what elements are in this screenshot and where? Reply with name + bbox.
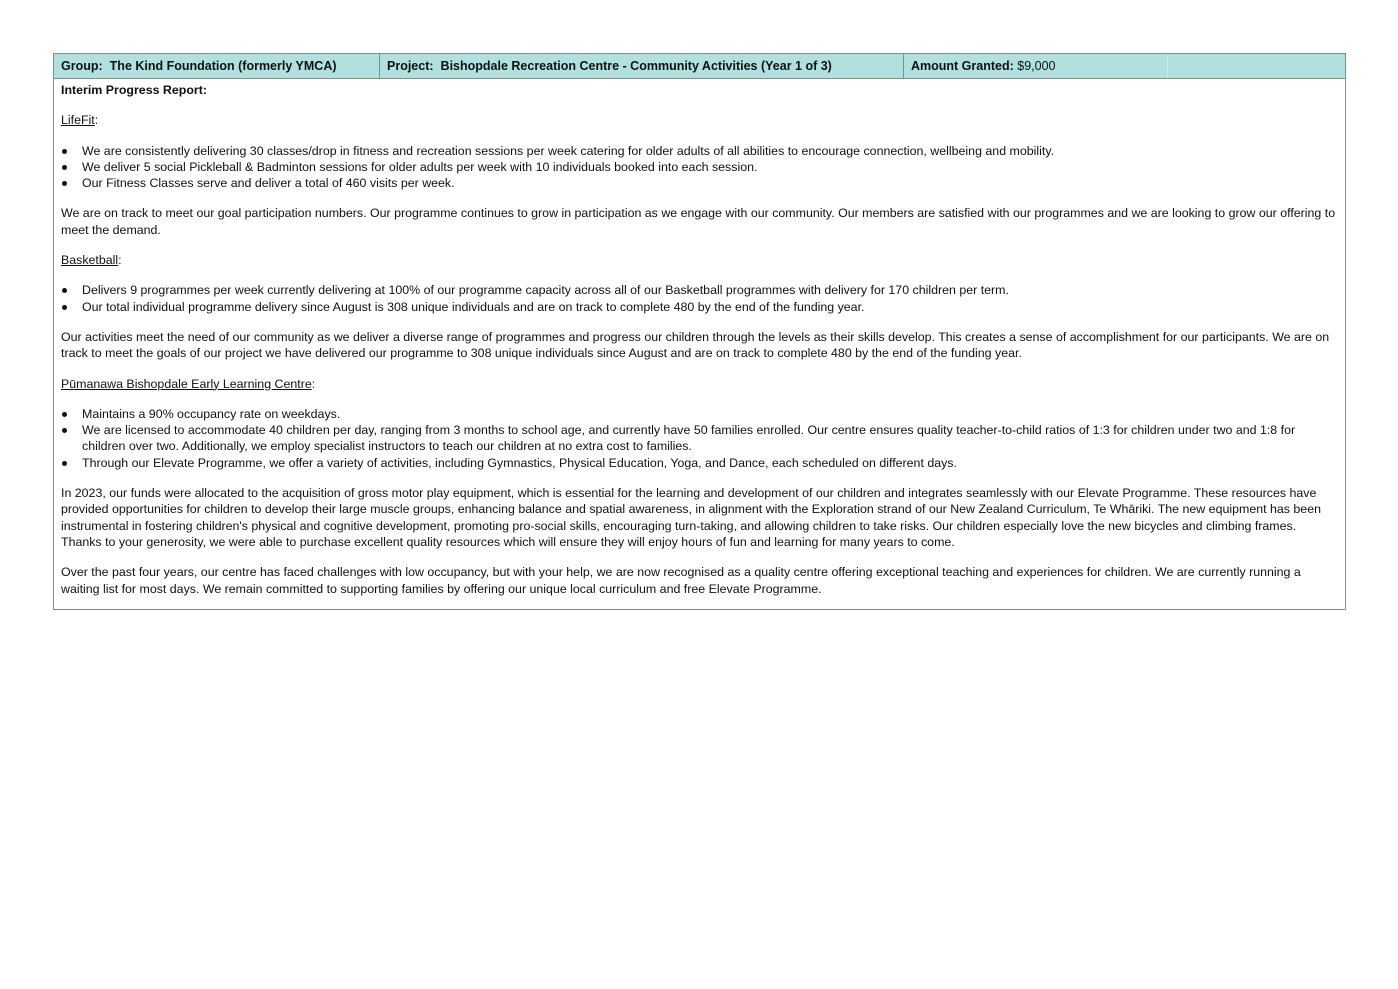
bullet-list-basketball (61, 282, 1338, 315)
list-item: Through our Elevate Programme, we offer a variety of activities, including Gymnastics, Physical Education, Yoga, and Dance, each scheduled on different days. (61, 455, 1338, 471)
paragraph: We are on track to meet our goal participation numbers. Our programme continues to grow in participation as we engage with our community. Our members are satisfied with our programmes and we are looking to grow our offering to meet the demand. (61, 206, 1336, 237)
section-heading-basketball: Basketball: (61, 253, 122, 268)
section-heading-label: Basketball (61, 253, 119, 268)
list-item: Maintains a 90% occupancy rate on weekdays. (61, 406, 1338, 422)
group-label: Group: (61, 59, 103, 73)
amount-cell (903, 54, 1167, 78)
group-value: The Kind Foundation (formerly YMCA) (109, 59, 337, 73)
progress-report-table (53, 53, 1346, 610)
paragraph: Our activities meet the need of our community as we deliver a diverse range of programmes and progress our children through the levels as their skills develop. This creates a sense of accomplishment for our participants. We are on track to meet the goals of our project we have delivered our programme to 308 unique individuals since August and are on track to complete 480 by the end of the funding year. (61, 329, 1330, 361)
project-label: Project: (387, 59, 434, 73)
section-heading-early-learning: Pūmanawa Bishopdale Early Learning Centre: (61, 376, 316, 391)
list-item: We deliver 5 social Pickleball & Badminton sessions for older adults per week with 10 individuals booked into each session. (61, 159, 1338, 175)
report-body (54, 79, 1345, 609)
list-item: Delivers 9 programmes per week currently delivering at 100% of our programme capacity across all of our Basketball programmes with delivery for 170 children per term. (61, 282, 1338, 298)
bullet-list-lifefit (61, 143, 1338, 192)
amount-value: $9,000 (1017, 59, 1056, 73)
paragraph: In 2023, our funds were allocated to the acquisition of gross motor play equipment, which is essential for the learning and development of our children and integrates seamlessly with our Elevate Programme. These resources have provided opportunities for children to develop their large muscle groups, enhancing balance and spatial awareness, in alignment with the Exploration strand of our New Zealand Curriculum, Te Whāriki. The new equipment has been instrumental in fostering children's physical and cognitive development, promoting pro-social skills, encouraging turn-taking, and allowing children to take risks. Our children especially love the new bicycles and climbing frames. Thanks to your generosity, we were able to purchase excellent quality resources which will ensure they will enjoy hours of fun and learning for many years to come. (61, 486, 1321, 549)
group-cell (54, 54, 379, 78)
report-header-row (54, 54, 1345, 79)
project-value: Bishopdale Recreation Centre - Community Activities (Year 1 of 3) (440, 59, 832, 73)
project-cell (379, 54, 903, 78)
header-spacer-cell (1167, 54, 1345, 78)
amount-label: Amount Granted: (911, 59, 1014, 73)
section-heading-label: LifeFit (61, 113, 95, 128)
paragraph: Over the past four years, our centre has faced challenges with low occupancy, but with your help, we are now recognised as a quality centre offering exceptional teaching and experiences for children. We are currently running a waiting list for most days. We remain committed to supporting families by offering our unique local curriculum and free Elevate Programme. (61, 565, 1301, 596)
list-item: Our Fitness Classes serve and deliver a total of 460 visits per week. (61, 175, 1338, 191)
list-item: We are consistently delivering 30 classes/drop in fitness and recreation sessions per week catering for older adults of all abilities to encourage connection, wellbeing and mobility. (61, 143, 1338, 159)
bullet-list-early-learning (61, 406, 1338, 471)
report-title: Interim Progress Report: (61, 83, 207, 97)
section-heading-lifefit: LifeFit: (61, 113, 99, 128)
list-item: We are licensed to accommodate 40 children per day, ranging from 3 months to school age, and currently have 50 families enrolled. Our centre ensures quality teacher-to-child ratios of 1:3 for children under two and 1:8 for children over two. Additionally, we employ specialist instructors to teach our children at no extra cost to families. (61, 422, 1338, 455)
section-heading-label: Pūmanawa Bishopdale Early Learning Centre (61, 376, 312, 391)
list-item: Our total individual programme delivery since August is 308 unique individuals and are on track to complete 480 by the end of the funding year. (61, 299, 1338, 315)
